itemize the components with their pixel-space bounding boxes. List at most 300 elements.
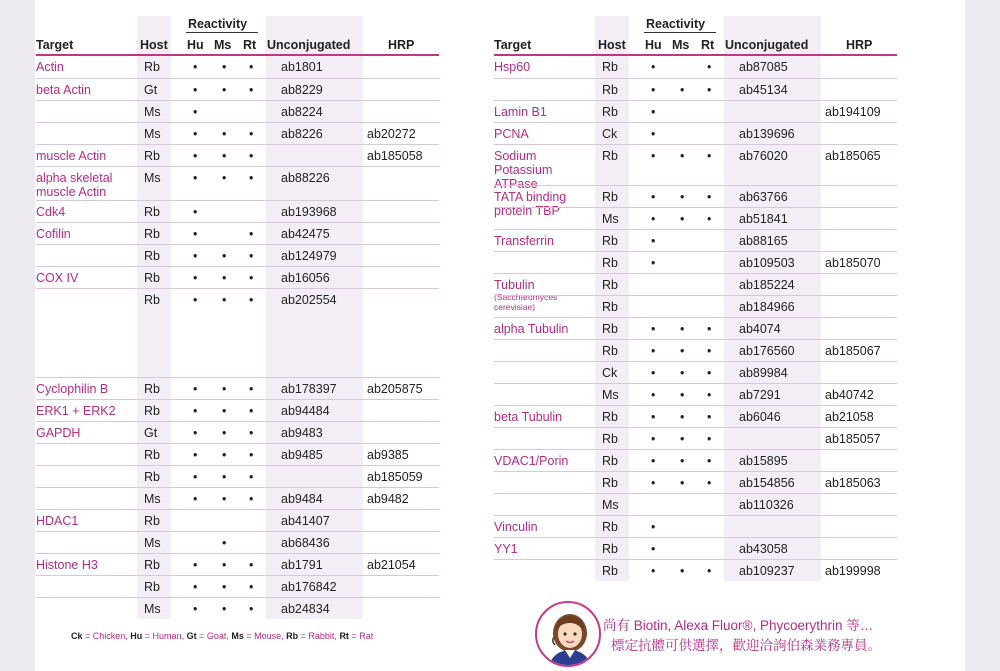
table-row [494,100,897,122]
host-cell: Gt [144,426,158,440]
hu-header: Hu [187,38,204,52]
host-cell: Rb [144,448,160,462]
hrp-cell: ab21054 [367,558,416,572]
hu-reactivity-cell: • [651,564,656,578]
rt-reactivity-cell: • [249,602,254,616]
hu-reactivity-cell: • [193,470,198,484]
unconjugated-cell: ab7291 [739,388,781,402]
ms-reactivity-cell: • [222,293,227,307]
hrp-cell: ab185059 [367,470,423,484]
host-cell: Rb [602,322,618,336]
unconjugated-cell: ab41407 [281,514,330,528]
ms-reactivity-cell: • [680,190,685,204]
table-row [494,405,897,427]
table-row [494,295,897,317]
table-row [36,244,439,266]
hu-reactivity-cell: • [651,542,656,556]
hrp-cell: ab185065 [825,149,881,163]
host-cell: Rb [144,470,160,484]
target-cell: beta Tubulin [494,410,563,424]
table-row [36,531,439,553]
hrp-cell: ab185057 [825,432,881,446]
rt-reactivity-cell: • [249,448,254,462]
ms-reactivity-cell: • [680,410,685,424]
rt-reactivity-cell: • [707,432,712,446]
hu-reactivity-cell: • [651,344,656,358]
unconjugated-cell: ab42475 [281,227,330,241]
table-row [494,559,897,581]
rt-reactivity-cell: • [249,227,254,241]
host-cell: Rb [144,293,160,307]
reactivity-header: Reactivity [646,17,706,31]
hrp-cell: ab21058 [825,410,874,424]
reactivity-header: Reactivity [188,17,248,31]
target-cell: Transferrin [494,234,554,248]
unconjugated-cell: ab15895 [739,454,788,468]
legend-abbr: Hu [130,631,143,641]
hu-reactivity-cell: • [193,105,198,119]
host-cell: Rb [144,205,160,219]
hrp-cell: ab40742 [825,388,874,402]
availability-note [603,616,881,656]
note-line-2: 標定抗體可供選擇，歡迎洽詢伯森業務專員。 [611,638,881,653]
unconjugated-cell: ab109503 [739,256,795,270]
table-row [36,288,439,377]
rt-reactivity-cell: • [707,212,712,226]
table-row [494,449,897,471]
hrp-cell: ab199998 [825,564,881,578]
ms-reactivity-cell: • [680,149,685,163]
target-species-note: (Saccharomyces cerevisiae) [494,292,558,312]
hu-reactivity-cell: • [193,404,198,418]
ms-reactivity-cell: • [680,432,685,446]
rt-reactivity-cell: • [249,404,254,418]
antibody-table-left [36,16,439,619]
table-row [494,427,897,449]
hu-reactivity-cell: • [193,205,198,219]
host-cell: Rb [144,149,160,163]
hu-reactivity-cell: • [651,60,656,74]
rt-reactivity-cell: • [707,454,712,468]
ms-reactivity-cell: • [222,426,227,440]
rt-reactivity-cell: • [707,366,712,380]
table-row [494,78,897,100]
host-cell: Rb [144,382,160,396]
host-cell: Ms [602,498,619,512]
target-cell: Vinculin [494,520,538,534]
unconjugated-cell: ab87085 [739,60,788,74]
table-row [36,399,439,421]
rt-reactivity-cell: • [707,410,712,424]
unconjugated-cell: ab154856 [739,476,795,490]
table-row [494,56,897,78]
table-row [36,200,439,222]
unconjugated-cell: ab139696 [739,127,795,141]
host-cell: Ms [602,388,619,402]
ms-reactivity-cell: • [680,476,685,490]
table-row [36,100,439,122]
unconjugated-cell: ab124979 [281,249,337,263]
table-row [36,443,439,465]
table-row [494,207,897,229]
hu-reactivity-cell: • [193,83,198,97]
ms-header: Ms [672,38,690,52]
hrp-header: HRP [388,38,415,52]
ms-reactivity-cell: • [222,470,227,484]
legend-meaning: = Goat, [196,631,232,641]
host-cell: Rb [602,454,618,468]
unconjugated-cell: ab88226 [281,171,330,185]
hu-reactivity-cell: • [193,249,198,263]
unconjugated-cell: ab4074 [739,322,781,336]
target-header: Target [494,38,532,52]
rt-reactivity-cell: • [249,171,254,185]
rt-reactivity-cell: • [707,83,712,97]
unconjugated-cell: ab76020 [739,149,788,163]
target-cell: Cdk4 [36,205,66,219]
rt-reactivity-cell: • [707,344,712,358]
ms-reactivity-cell: • [222,536,227,550]
hu-reactivity-cell: • [651,388,656,402]
rt-reactivity-cell: • [249,83,254,97]
table-row [36,78,439,100]
ms-reactivity-cell: • [222,171,227,185]
rt-reactivity-cell: • [707,322,712,336]
unconjugated-cell: ab24834 [281,602,330,616]
hu-reactivity-cell: • [193,271,198,285]
hu-reactivity-cell: • [651,190,656,204]
target-header: Target [36,38,74,52]
hrp-cell: ab185070 [825,256,881,270]
hu-reactivity-cell: • [193,293,198,307]
rt-reactivity-cell: • [707,476,712,490]
ms-reactivity-cell: • [222,127,227,141]
table-row [494,383,897,405]
rt-reactivity-cell: • [249,492,254,506]
ms-reactivity-cell: • [222,249,227,263]
host-cell: Ms [144,602,161,616]
legend-meaning: = Mouse, [243,631,287,641]
table-row [36,465,439,487]
note-line-1: 尚有 Biotin, Alexa Fluor®, Phycoerythrin 等… [603,618,874,633]
target-cell: Actin [36,60,64,74]
hu-reactivity-cell: • [651,83,656,97]
unconjugated-cell: ab63766 [739,190,788,204]
hrp-cell: ab205875 [367,382,423,396]
target-cell: PCNA [494,127,529,141]
rt-reactivity-cell: • [249,558,254,572]
host-cell: Rb [602,234,618,248]
target-cell: Histone H3 [36,558,98,572]
table-row [36,377,439,399]
ms-reactivity-cell: • [680,564,685,578]
hu-reactivity-cell: • [651,432,656,446]
table-row [494,471,897,493]
unconjugated-cell: ab43058 [739,542,788,556]
host-cell: Rb [144,404,160,418]
ms-reactivity-cell: • [680,83,685,97]
unconjugated-cell: ab202554 [281,293,337,307]
table-row [36,421,439,443]
target-cell: ERK1 + ERK2 [36,404,116,418]
hrp-cell: ab9482 [367,492,409,506]
host-cell: Ms [144,492,161,506]
table-row [36,266,439,288]
host-header: Host [598,38,626,52]
host-cell: Rb [602,542,618,556]
table-row [494,361,897,383]
host-cell: Ms [144,171,161,185]
host-cell: Rb [602,300,618,314]
host-cell: Rb [602,432,618,446]
target-cell: alpha Tubulin [494,322,569,336]
rt-reactivity-cell: • [249,249,254,263]
rt-header: Rt [243,38,257,52]
hu-reactivity-cell: • [651,127,656,141]
unconjugated-header: Unconjugated [267,38,351,52]
rt-reactivity-cell: • [249,382,254,396]
unconjugated-cell: ab176560 [739,344,795,358]
unconjugated-cell: ab94484 [281,404,330,418]
unconjugated-cell: ab88165 [739,234,788,248]
host-cell: Rb [602,410,618,424]
rt-reactivity-cell: • [707,388,712,402]
ms-reactivity-cell: • [680,454,685,468]
hu-reactivity-cell: • [193,558,198,572]
table-body [36,56,439,619]
unconjugated-cell: ab9483 [281,426,323,440]
unconjugated-cell: ab68436 [281,536,330,550]
unconjugated-cell: ab9484 [281,492,323,506]
rt-reactivity-cell: • [249,271,254,285]
rt-reactivity-cell: • [707,60,712,74]
table-row [36,56,439,78]
ms-reactivity-cell: • [680,366,685,380]
hrp-cell: ab185063 [825,476,881,490]
host-cell: Ms [144,536,161,550]
hrp-cell: ab185067 [825,344,881,358]
hu-reactivity-cell: • [193,448,198,462]
target-cell: YY1 [494,542,518,556]
host-cell: Rb [602,476,618,490]
hrp-cell: ab185058 [367,149,423,163]
target-cell: TATA binding protein TBP [494,190,567,218]
hu-reactivity-cell: • [193,492,198,506]
table-header [36,16,439,56]
ms-reactivity-cell: • [680,344,685,358]
table-row [494,339,897,361]
antibody-table-right [494,16,897,581]
rt-reactivity-cell: • [707,190,712,204]
unconjugated-cell: ab9485 [281,448,323,462]
hu-reactivity-cell: • [651,149,656,163]
hu-reactivity-cell: • [651,454,656,468]
unconjugated-cell: ab6046 [739,410,781,424]
table-row [36,575,439,597]
host-cell: Ms [144,127,161,141]
host-cell: Rb [144,227,160,241]
host-cell: Rb [144,514,160,528]
table-row [494,229,897,251]
legend-abbr: Rb [286,631,299,641]
target-cell: GAPDH [36,426,81,440]
unconjugated-cell: ab89984 [739,366,788,380]
host-cell: Ms [602,212,619,226]
target-cell: Lamin B1 [494,105,547,119]
host-cell: Rb [602,149,618,163]
host-cell: Rb [602,344,618,358]
table-row [36,222,439,244]
ms-reactivity-cell: • [222,558,227,572]
unconjugated-cell: ab184966 [739,300,795,314]
unconjugated-cell: ab1801 [281,60,323,74]
hu-reactivity-cell: • [651,366,656,380]
table-row [36,597,439,619]
reactivity-rule [644,32,716,33]
rt-reactivity-cell: • [249,60,254,74]
table-header [494,16,897,56]
table-row [494,185,897,218]
table-row [36,166,439,200]
hu-reactivity-cell: • [651,520,656,534]
rt-reactivity-cell: • [707,149,712,163]
host-cell: Ck [602,366,618,380]
rt-reactivity-cell: • [249,580,254,594]
table-row [494,515,897,537]
host-cell: Rb [602,520,618,534]
unconjugated-cell: ab110326 [739,498,794,512]
target-cell: muscle Actin [36,149,107,163]
hu-reactivity-cell: • [193,60,198,74]
legend-abbr: Ck [71,631,83,641]
host-cell: Rb [602,105,618,119]
unconjugated-cell: ab8224 [281,105,323,119]
rt-reactivity-cell: • [707,564,712,578]
hu-reactivity-cell: • [193,149,198,163]
legend-meaning: = Rabbit, [298,631,340,641]
support-agent-avatar [535,601,601,667]
legend-meaning: = Human, [142,631,187,641]
host-header: Host [140,38,168,52]
legend-abbr: Ms [231,631,244,641]
unconjugated-cell: ab51841 [739,212,788,226]
hu-reactivity-cell: • [651,212,656,226]
hu-reactivity-cell: • [651,105,656,119]
hu-reactivity-cell: • [193,171,198,185]
target-cell: COX IV [36,271,79,285]
legend-abbr: Gt [186,631,197,641]
unconjugated-cell: ab176842 [281,580,337,594]
unconjugated-header: Unconjugated [725,38,809,52]
target-cell: beta Actin [36,83,91,97]
legend-meaning: = Chicken, [82,631,131,641]
rt-header: Rt [701,38,715,52]
hu-reactivity-cell: • [193,382,198,396]
host-cell: Rb [602,190,618,204]
ms-reactivity-cell: • [680,388,685,402]
table-row [494,537,897,559]
target-cell: HDAC1 [36,514,79,528]
hrp-cell: ab9385 [367,448,409,462]
unconjugated-cell: ab45134 [739,83,788,97]
table-row [494,317,897,339]
unconjugated-cell: ab193968 [281,205,337,219]
host-cell: Rb [602,564,618,578]
ms-header: Ms [214,38,232,52]
rt-reactivity-cell: • [249,149,254,163]
unconjugated-cell: ab8226 [281,127,323,141]
legend-meaning: = Rat [348,631,374,641]
ms-reactivity-cell: • [222,271,227,285]
table-body [494,56,897,581]
target-cell: Hsp60 [494,60,531,74]
table-row [36,487,439,509]
host-cell: Rb [144,558,160,572]
host-cell: Gt [144,83,158,97]
rt-reactivity-cell: • [249,426,254,440]
hu-reactivity-cell: • [651,410,656,424]
ms-reactivity-cell: • [222,492,227,506]
host-cell: Rb [144,271,160,285]
hu-header: Hu [645,38,662,52]
table-row [36,122,439,144]
unconjugated-cell: ab8229 [281,83,323,97]
target-cell: Sodium Potassium ATPase [494,149,553,191]
hrp-cell: ab20272 [367,127,416,141]
ms-reactivity-cell: • [222,448,227,462]
unconjugated-cell: ab16056 [281,271,330,285]
ms-reactivity-cell: • [222,382,227,396]
table-row [36,509,439,531]
hu-reactivity-cell: • [193,426,198,440]
table-row [36,553,439,575]
table-row [494,122,897,144]
ms-reactivity-cell: • [680,212,685,226]
host-cell: Rb [602,60,618,74]
legend-abbr: Rt [339,631,349,641]
hrp-cell: ab194109 [825,105,881,119]
unconjugated-cell: ab185224 [739,278,795,292]
host-cell: Rb [144,580,160,594]
unconjugated-cell: ab178397 [281,382,337,396]
hu-reactivity-cell: • [651,476,656,490]
target-cell: VDAC1/Porin [494,454,569,468]
hu-reactivity-cell: • [193,227,198,241]
hu-reactivity-cell: • [193,580,198,594]
host-cell: Rb [602,278,618,292]
target-cell: Cofilin [36,227,71,241]
host-cell: Rb [602,83,618,97]
rt-reactivity-cell: • [249,293,254,307]
host-cell: Ms [144,105,161,119]
table-row [36,144,439,166]
target-cell: alpha skeletal muscle Actin [36,171,113,199]
ms-reactivity-cell: • [222,602,227,616]
target-cell: Cyclophilin B [36,382,109,396]
target-cell: Tubulin [494,278,535,292]
ms-reactivity-cell: • [222,580,227,594]
abbreviation-legend [71,631,373,641]
host-cell: Rb [144,60,160,74]
hu-reactivity-cell: • [651,256,656,270]
table-row [494,493,897,515]
rt-reactivity-cell: • [249,470,254,484]
rt-reactivity-cell: • [249,127,254,141]
unconjugated-cell: ab1791 [281,558,323,572]
ms-reactivity-cell: • [680,322,685,336]
table-row [494,144,897,191]
unconjugated-cell: ab109237 [739,564,795,578]
